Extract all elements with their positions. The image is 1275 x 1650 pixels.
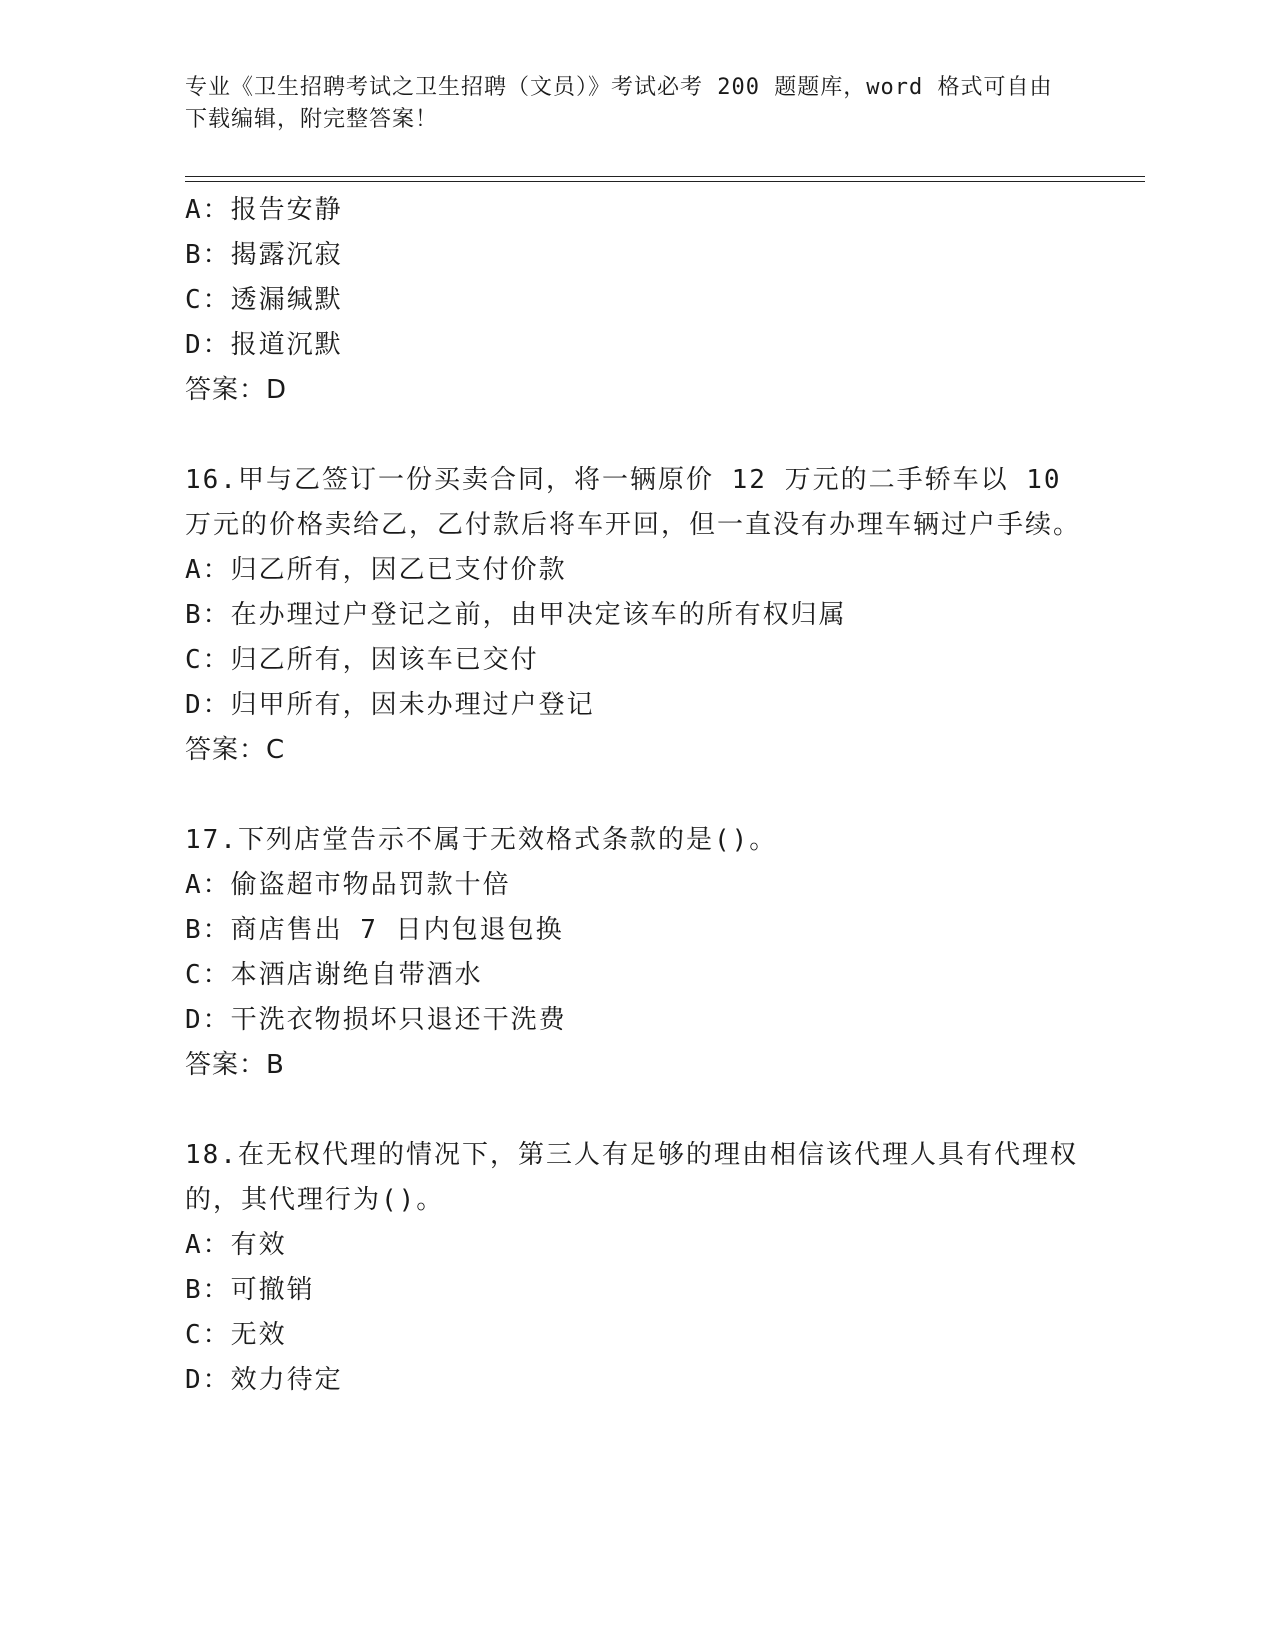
answer-line: 答案：D <box>185 375 288 405</box>
option-a: A：偷盗超市物品罚款十倍 <box>185 870 511 900</box>
option-d: D：归甲所有，因未办理过户登记 <box>185 690 595 720</box>
option-d: D：干洗衣物损坏只退还干洗费 <box>185 1005 567 1035</box>
answer-line: 答案：B <box>185 1050 285 1080</box>
option-d: D：报道沉默 <box>185 330 343 360</box>
header-double-rule <box>185 176 1145 182</box>
option-c: C：透漏缄默 <box>185 285 343 315</box>
option-a: A：有效 <box>185 1230 287 1260</box>
option-b: B：商店售出 7 日内包退包换 <box>185 915 564 945</box>
option-a: A：归乙所有，因乙已支付价款 <box>185 555 567 585</box>
question-block <box>185 818 1085 1088</box>
option-b: B：揭露沉寂 <box>185 240 343 270</box>
option-b: B：可撤销 <box>185 1275 315 1305</box>
question-block <box>185 1133 1085 1403</box>
option-d: D：效力待定 <box>185 1365 343 1395</box>
question-stem: 18.在无权代理的情况下，第三人有足够的理由相信该代理人具有代理权的，其代理行为()。 <box>185 1140 1078 1215</box>
question-stem: 17.下列店堂告示不属于无效格式条款的是()。 <box>185 825 778 855</box>
option-c: C：本酒店谢绝自带酒水 <box>185 960 483 990</box>
answer-line: 答案：C <box>185 735 286 765</box>
question-list <box>185 188 1085 1403</box>
option-c: C：无效 <box>185 1320 287 1350</box>
option-c: C：归乙所有，因该车已交付 <box>185 645 539 675</box>
option-a: A：报告安静 <box>185 195 343 225</box>
question-stem: 16.甲与乙签订一份买卖合同，将一辆原价 12 万元的二手轿车以 10 万元的价格卖给乙，乙付款后将车开回，但一直没有办理车辆过户手续。 <box>185 465 1082 540</box>
question-block <box>185 188 1085 413</box>
option-b: B：在办理过户登记之前，由甲决定该车的所有权归属 <box>185 600 847 630</box>
document-header: 专业《卫生招聘考试之卫生招聘（文员）》考试必考 200 题题库，word 格式可自由下载编辑，附完整答案！ <box>185 75 1053 132</box>
question-block <box>185 458 1085 773</box>
